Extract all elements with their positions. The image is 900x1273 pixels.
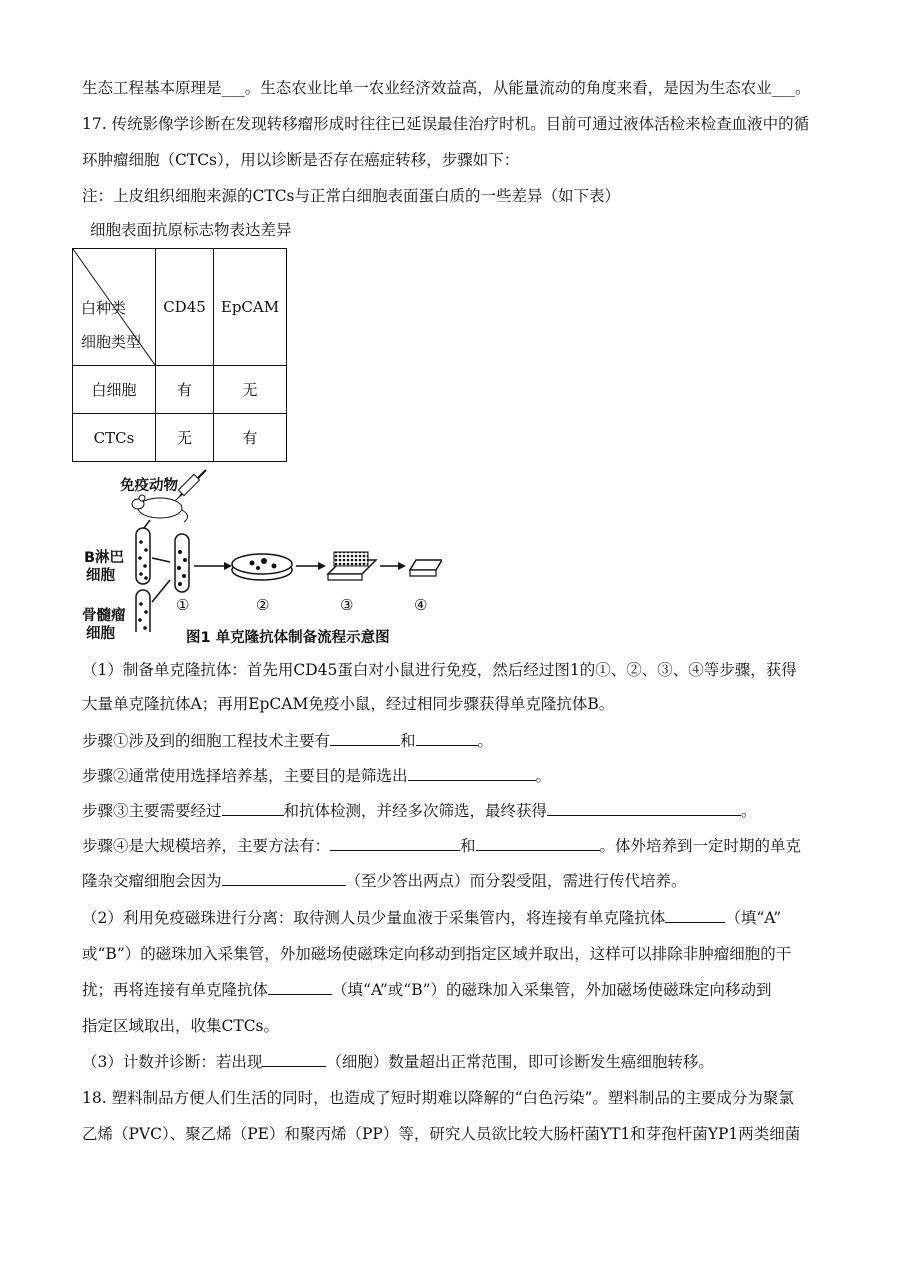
- mouse-icon: [132, 495, 188, 522]
- step-3-question: 步骤③主要需要经过 和抗体检测，并经多次筛选，最终获得 。: [82, 802, 757, 820]
- table-cell: 无: [214, 366, 287, 414]
- myeloma-label-2: 细胞: [86, 626, 115, 642]
- step-1-question: 步骤①涉及到的细胞工程技术主要有 和 。: [82, 732, 494, 750]
- marker-table: [72, 248, 287, 462]
- question-18-line: 18. 塑料制品方便人们生活的同时，也造成了短时期难以降解的“白色污染”。塑料制品的主要成分为聚氯: [82, 1089, 794, 1107]
- answer-blank[interactable]: [408, 766, 536, 781]
- question-1-intro-2: 大量单克隆抗体A；再用EpCAM免疫小鼠，经过相同步骤获得单克隆抗体B。: [82, 695, 615, 713]
- arrow: [152, 558, 170, 562]
- b-cell-label-2: 细胞: [86, 568, 115, 584]
- multiwell-plate: [328, 552, 376, 580]
- column-header: EpCAM: [214, 249, 287, 366]
- culture-vessel: [410, 560, 442, 576]
- table-title: 细胞表面抗原标志物表达差异: [90, 221, 292, 239]
- question-2-line: （2）利用免疫磁珠进行分离：取待测人员少量血液于采集管内，将连接有单克隆抗体 （填“A”: [82, 909, 782, 927]
- petri-dish: [232, 554, 292, 580]
- table-cell: 有: [214, 414, 287, 462]
- table-header-diagonal-cell: [73, 249, 156, 366]
- row-label: 白细胞: [73, 366, 156, 414]
- step-4-question: 步骤④是大规模培养，主要方法有： 和 。体外培养到一定时期的单克: [82, 837, 802, 855]
- table-cell: 有: [156, 366, 214, 414]
- answer-blank[interactable]: [262, 1052, 326, 1067]
- table-row: [73, 414, 287, 462]
- answer-blank[interactable]: [268, 980, 332, 995]
- myeloma-tube: [136, 590, 150, 632]
- immunized-animal-label: 免疫动物: [120, 478, 178, 494]
- answer-blank[interactable]: [476, 836, 600, 851]
- answer-blank[interactable]: [547, 801, 741, 816]
- figure-caption: 图1 单克隆抗体制备流程示意图: [186, 630, 390, 646]
- arrow: [152, 580, 170, 602]
- header-bottom-label: 细胞类型: [81, 333, 142, 351]
- step-2-question: 步骤②通常使用选择培养基，主要目的是筛选出 。: [82, 767, 552, 785]
- note-line: 注：上皮组织细胞来源的CTCs与正常白细胞表面蛋白质的一些差异（如下表）: [82, 187, 621, 205]
- question-1-intro: （1）制备单克隆抗体：首先用CD45蛋白对小鼠进行免疫，然后经过图1的①、②、③、④等步骤，获得: [82, 661, 797, 679]
- step-1-label: ①: [176, 596, 190, 614]
- answer-blank[interactable]: [416, 731, 478, 746]
- question-2-line-3: 扰；再将连接有单克隆抗体 （填“A”或“B”）的磁珠加入采集管，外加磁场使磁珠定向移动到: [82, 981, 772, 999]
- text-line: 环肿瘤细胞（CTCs），用以诊断是否存在癌症转移，步骤如下：: [82, 151, 520, 169]
- b-cell-label: B淋巴: [84, 550, 125, 566]
- step-4-question-2: 隆杂交瘤细胞会因为 （至少答出两点）而分裂受阻，需进行传代培养。: [82, 872, 687, 890]
- answer-blank[interactable]: [665, 908, 725, 923]
- column-header: CD45: [156, 249, 214, 366]
- answer-blank[interactable]: [222, 801, 284, 816]
- arrow: [144, 520, 150, 528]
- arrow-head: [224, 562, 232, 570]
- syringe-icon: [174, 470, 206, 502]
- header-top-label: 白种类: [81, 299, 127, 317]
- text-line: 生态工程基本原理是___。生态农业比单一农业经济效益高，从能量流动的角度来看，是因为生态农业___。: [82, 79, 811, 97]
- question-3-line: （3）计数并诊断：若出现 （细胞）数量超出正常范围，即可诊断发生癌细胞转移。: [82, 1053, 714, 1071]
- answer-blank[interactable]: [222, 871, 346, 886]
- answer-blank[interactable]: [330, 731, 400, 746]
- antibody-flow-figure: [82, 462, 442, 650]
- arrow-head: [398, 562, 406, 570]
- fusion-tube: [175, 534, 189, 592]
- table-cell: 无: [156, 414, 214, 462]
- myeloma-label: 骨髓瘤: [82, 608, 126, 624]
- question-17-line: 17. 传统影像学诊断在发现转移瘤形成时往往已延误最佳治疗时机。目前可通过液体活检来检查血液中的循: [82, 115, 810, 133]
- question-2-line-4: 指定区域取出，收集CTCs。: [82, 1017, 280, 1035]
- step-2-label: ②: [256, 596, 270, 614]
- step-3-label: ③: [340, 596, 354, 614]
- answer-blank[interactable]: [330, 836, 460, 851]
- row-label: CTCs: [73, 414, 156, 462]
- b-cell-tube: [136, 528, 150, 584]
- step-4-label: ④: [414, 596, 428, 614]
- table-row: [73, 366, 287, 414]
- question-18-line-2: 乙烯（PVC）、聚乙烯（PE）和聚丙烯（PP）等，研究人员欲比较大肠杆菌YT1和芽孢杆菌YP1两类细菌: [82, 1125, 801, 1143]
- question-2-line-2: 或“B”）的磁珠加入采集管，外加磁场使磁珠定向移动到指定区域并取出，这样可以排除非肿瘤细胞的干: [82, 945, 792, 963]
- arrow-head: [318, 562, 326, 570]
